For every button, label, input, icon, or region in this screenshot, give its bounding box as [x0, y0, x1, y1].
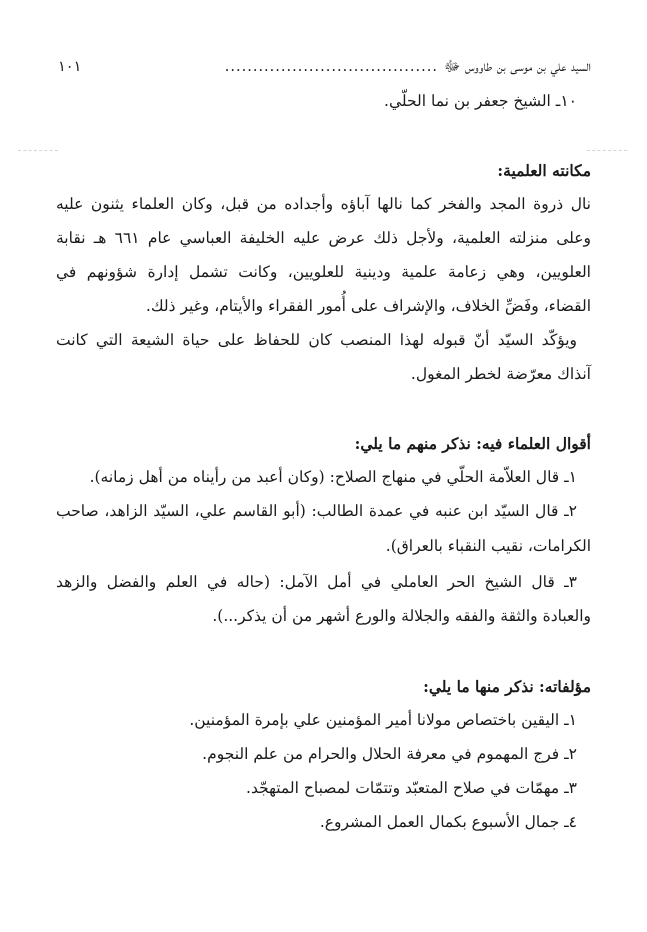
- quote-line: ٣ـ قال الشيخ الحر العاملي في أمل الآمل: (حاله في العلم والفضل والزهد: [56, 573, 577, 591]
- works-list-item: ١ـ اليقين باختصاص مولانا أمير المؤمنين علي بإمرة المؤمنين.: [189, 711, 577, 729]
- paragraph-line: نال ذروة المجد والفخر كما نالها آباؤه وأجداده من قبل، وكان العلماء يثنون عليه: [56, 195, 591, 213]
- works-list-item: ٣ـ مهمّات في صلاح المتعبّد وتتمّات لمصباح المتهجّد.: [246, 779, 577, 797]
- paragraph-line: ويؤكّد السيّد أنّ قبوله لهذا المنصب كان للحفاظ على حياة الشيعة التي كانت: [56, 331, 577, 349]
- leader-dots: ......................................: [224, 59, 438, 75]
- page-number: ١٠١: [58, 59, 82, 75]
- works-list-item: ٤ـ جمال الأسبوع بكمال العمل المشروع.: [319, 813, 577, 831]
- works-list-item: ٢ـ فرج المهموم في معرفة الحلال والحرام من علم النجوم.: [202, 745, 577, 763]
- section-heading-scholars: أقوال العلماء فيه: نذكر منهم ما يلي:: [354, 434, 591, 453]
- paragraph-line: وعلى منزلته العلمية، ولأجل ذلك عرض عليه الخليفة العباسي عام ٦٦١ هـ نقابة: [56, 229, 592, 247]
- paragraph-line: القضاء، وفَضِّ الخلاف، والإشراف على أُمور الفقراء والأيتام، وغير ذلك.: [145, 297, 591, 315]
- paragraph-line: آنذاك معرّضة لخطر المغول.: [410, 365, 591, 383]
- quote-line: ١ـ قال العلاّمة الحلّي في منهاج الصلاح: (وكان أعبد من رأيناه من أهل زمانه).: [89, 468, 577, 486]
- quote-line: ٢ـ قال السيّد ابن عنبه في عمدة الطالب: (أبو القاسم علي، السيّد الزاهد، صاحب: [56, 502, 577, 520]
- top-list-item: ١٠ـ الشيخ جعفر بن نما الحلّي.: [384, 92, 577, 110]
- scan-artifact-rule: [587, 150, 627, 151]
- quote-line: والعبادة والثقة والفقه والجلالة والورع أشهر من أن يذكر...).: [212, 607, 591, 625]
- running-title: السيد علي بن موسى بن طاووس ﷻ: [443, 59, 591, 75]
- quote-line: الكرامات، نقيب النقباء بالعراق).: [385, 537, 591, 555]
- scan-artifact-rule: [18, 150, 58, 151]
- section-heading-status: مكانته العلمية:: [497, 161, 591, 180]
- paragraph-line: العلويين، وهي زعامة علمية ودينية للعلويين، وكانت تشمل إدارة شؤونهم في: [56, 263, 591, 281]
- section-heading-works: مؤلفاته: نذكر منها ما يلي:: [423, 677, 591, 696]
- running-header: [58, 58, 591, 79]
